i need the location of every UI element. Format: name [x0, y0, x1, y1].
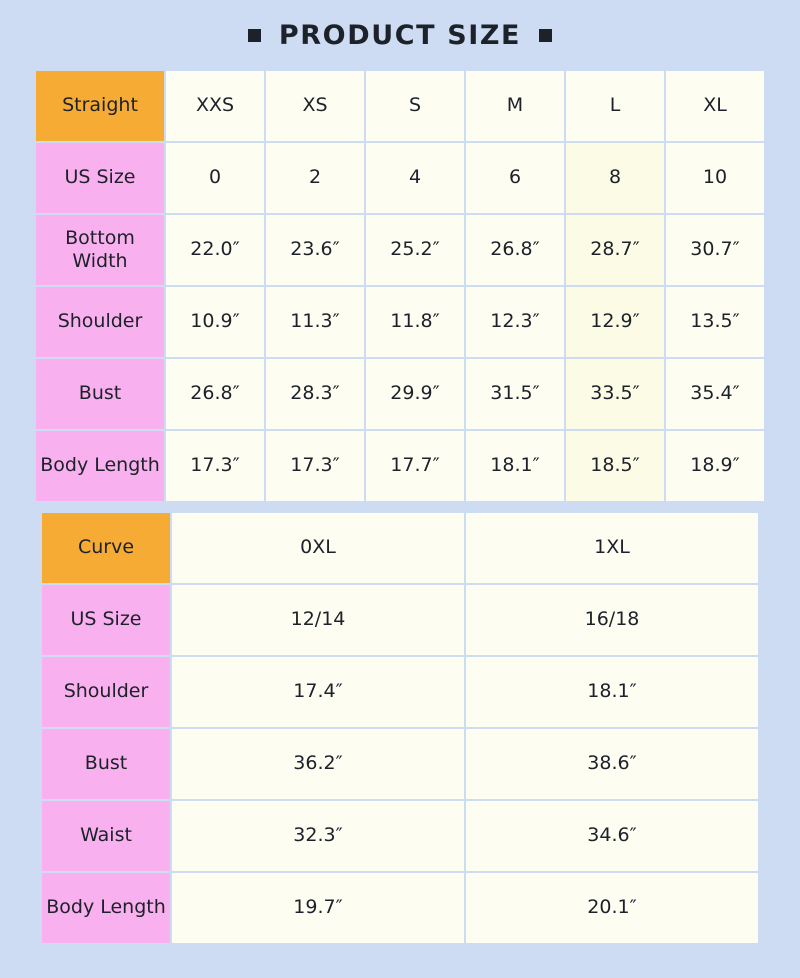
- cell-body-length-xxs: 17.3″: [166, 431, 264, 501]
- table-row: [42, 585, 758, 655]
- curve-header-0xl: 0XL: [172, 513, 464, 583]
- curve-cell-shoulder-1xl: 18.1″: [466, 657, 758, 727]
- table-row: [42, 801, 758, 871]
- table-row: [36, 287, 764, 357]
- table-row: [36, 431, 764, 501]
- cell-body-length-xs: 17.3″: [266, 431, 364, 501]
- curve-cell-bust-0xl: 36.2″: [172, 729, 464, 799]
- curve-header-label: Curve: [42, 513, 170, 583]
- straight-header-label: Straight: [36, 71, 164, 141]
- straight-size-table: [34, 69, 766, 503]
- curve-cell-us-size-1xl: 16/18: [466, 585, 758, 655]
- table-row: [42, 729, 758, 799]
- curve-cell-waist-1xl: 34.6″: [466, 801, 758, 871]
- curve-row-label-waist: Waist: [42, 801, 170, 871]
- cell-bottom-width-xl: 30.7″: [666, 215, 764, 285]
- curve-cell-body-length-0xl: 19.7″: [172, 873, 464, 943]
- table-row: [42, 657, 758, 727]
- curve-cell-shoulder-0xl: 17.4″: [172, 657, 464, 727]
- cell-bust-xs: 28.3″: [266, 359, 364, 429]
- cell-bust-l: 33.5″: [566, 359, 664, 429]
- curve-row-label-us-size: US Size: [42, 585, 170, 655]
- cell-shoulder-xs: 11.3″: [266, 287, 364, 357]
- row-label-us-size: US Size: [36, 143, 164, 213]
- cell-us-size-s: 4: [366, 143, 464, 213]
- cell-shoulder-xxs: 10.9″: [166, 287, 264, 357]
- table-row: [36, 359, 764, 429]
- cell-us-size-l: 8: [566, 143, 664, 213]
- cell-bust-s: 29.9″: [366, 359, 464, 429]
- cell-bottom-width-s: 25.2″: [366, 215, 464, 285]
- curve-row-label-shoulder: Shoulder: [42, 657, 170, 727]
- cell-shoulder-m: 12.3″: [466, 287, 564, 357]
- page-title-text: PRODUCT SIZE: [278, 20, 522, 51]
- curve-header-1xl: 1XL: [466, 513, 758, 583]
- cell-shoulder-s: 11.8″: [366, 287, 464, 357]
- cell-bottom-width-l: 28.7″: [566, 215, 664, 285]
- cell-bottom-width-xxs: 22.0″: [166, 215, 264, 285]
- straight-header-l: L: [566, 71, 664, 141]
- cell-bottom-width-xs: 23.6″: [266, 215, 364, 285]
- cell-shoulder-xl: 13.5″: [666, 287, 764, 357]
- curve-cell-waist-0xl: 32.3″: [172, 801, 464, 871]
- table-row: [36, 71, 764, 141]
- curve-cell-body-length-1xl: 20.1″: [466, 873, 758, 943]
- row-label-bust: Bust: [36, 359, 164, 429]
- table-row: [42, 513, 758, 583]
- row-label-body-length: Body Length: [36, 431, 164, 501]
- table-row: [36, 143, 764, 213]
- cell-us-size-xxs: 0: [166, 143, 264, 213]
- cell-us-size-xl: 10: [666, 143, 764, 213]
- row-label-bottom-width: Bottom Width: [36, 215, 164, 285]
- curve-size-table: [40, 511, 760, 945]
- straight-header-s: S: [366, 71, 464, 141]
- cell-us-size-xs: 2: [266, 143, 364, 213]
- straight-header-xxs: XXS: [166, 71, 264, 141]
- page-title: [0, 0, 800, 69]
- curve-cell-us-size-0xl: 12/14: [172, 585, 464, 655]
- cell-body-length-s: 17.7″: [366, 431, 464, 501]
- cell-bust-m: 31.5″: [466, 359, 564, 429]
- cell-body-length-m: 18.1″: [466, 431, 564, 501]
- curve-row-label-bust: Bust: [42, 729, 170, 799]
- table-row: [42, 873, 758, 943]
- square-bullet-icon-right: [539, 29, 552, 42]
- cell-body-length-l: 18.5″: [566, 431, 664, 501]
- square-bullet-icon-left: [248, 29, 261, 42]
- cell-bottom-width-m: 26.8″: [466, 215, 564, 285]
- straight-header-xl: XL: [666, 71, 764, 141]
- curve-cell-bust-1xl: 38.6″: [466, 729, 758, 799]
- straight-header-xs: XS: [266, 71, 364, 141]
- cell-body-length-xl: 18.9″: [666, 431, 764, 501]
- table-row: [36, 215, 764, 285]
- cell-bust-xxs: 26.8″: [166, 359, 264, 429]
- curve-row-label-body-length: Body Length: [42, 873, 170, 943]
- cell-bust-xl: 35.4″: [666, 359, 764, 429]
- straight-header-m: M: [466, 71, 564, 141]
- cell-shoulder-l: 12.9″: [566, 287, 664, 357]
- cell-us-size-m: 6: [466, 143, 564, 213]
- row-label-shoulder: Shoulder: [36, 287, 164, 357]
